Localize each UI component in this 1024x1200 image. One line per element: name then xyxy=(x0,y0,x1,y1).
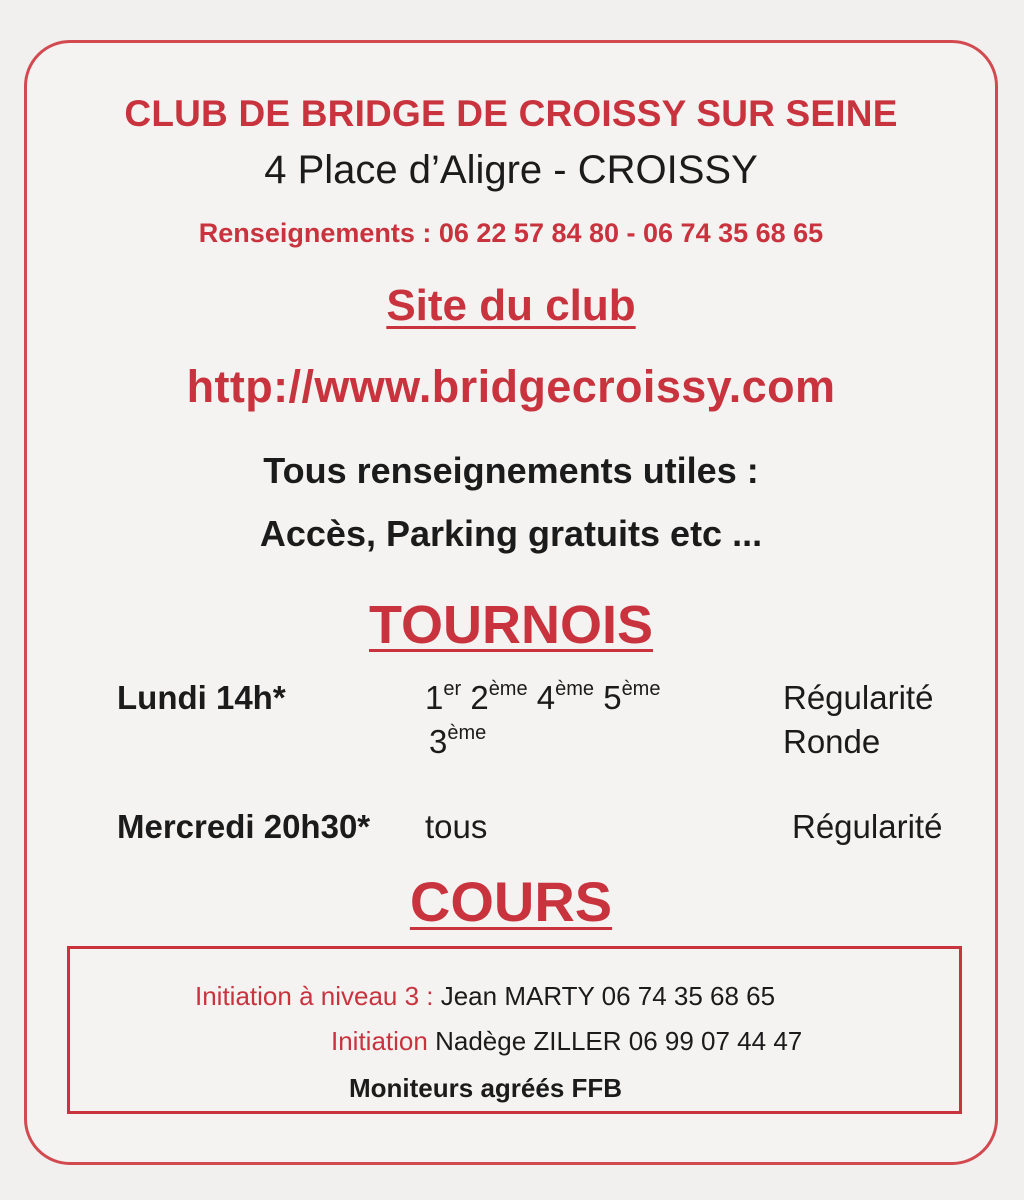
tournament-series-monday: 1er 2ème 4ème 5ème xyxy=(425,678,661,716)
cours-line-2-text: Nadège ZILLER 06 99 07 44 47 xyxy=(435,1026,803,1056)
cours-footer: Moniteurs agréés FFB xyxy=(349,1073,623,1103)
contact-phones: 06 22 57 84 80 - 06 74 35 68 65 xyxy=(438,218,824,248)
tournois-heading: TOURNOIS xyxy=(368,595,654,655)
tournament-day-wednesday: Mercredi 20h30* xyxy=(117,808,371,845)
flyer-card xyxy=(24,40,998,1165)
useful-info-line-2: Accès, Parking gratuits etc ... xyxy=(259,513,763,554)
tournament-type-monday-2: Ronde xyxy=(783,723,881,760)
tournament-type-wednesday: Régularité xyxy=(792,808,943,845)
tournament-series-wednesday: tous xyxy=(425,808,488,845)
cours-line-2-label: Initiation xyxy=(331,1026,436,1056)
cours-line-1 xyxy=(195,981,775,1012)
contact-info-label: Renseignements : xyxy=(198,218,439,248)
tournament-series-monday-second: 3ème xyxy=(429,722,487,760)
cours-line-2 xyxy=(331,1026,802,1057)
contact-info xyxy=(27,218,995,249)
site-heading: Site du club xyxy=(386,281,636,330)
club-address: 4 Place d’Aligre - CROISSY xyxy=(264,148,758,192)
tournament-type-monday: Régularité xyxy=(783,679,934,716)
cours-box xyxy=(67,946,962,1114)
cours-line-1-text: Jean MARTY 06 74 35 68 65 xyxy=(440,981,776,1011)
site-url-link[interactable]: http://www.bridgecroissy.com xyxy=(186,361,836,412)
cours-line-1-label: Initiation à niveau 3 : xyxy=(195,981,441,1011)
useful-info-line-1: Tous renseignements utiles : xyxy=(263,450,759,491)
club-name: CLUB DE BRIDGE DE CROISSY SUR SEINE xyxy=(124,93,898,134)
tournament-day-monday: Lundi 14h* xyxy=(117,679,286,716)
cours-heading: COURS xyxy=(409,870,613,933)
